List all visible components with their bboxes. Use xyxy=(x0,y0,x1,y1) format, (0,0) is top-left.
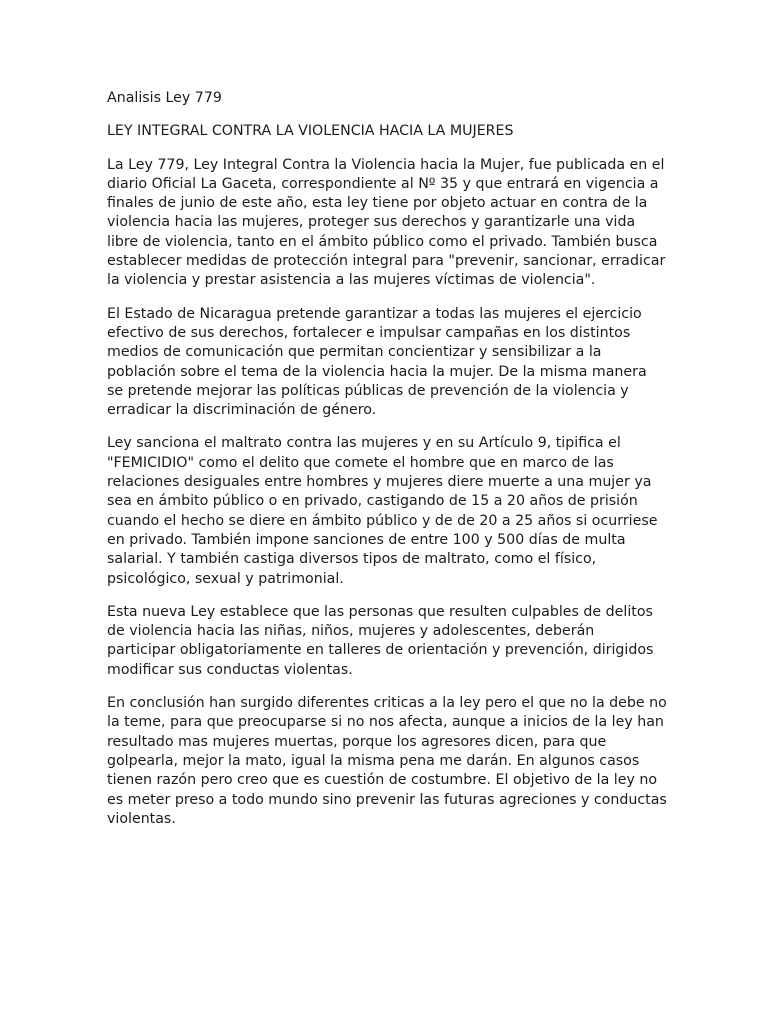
paragraph-femicide: Ley sanciona el maltrato contra las mujeres y en su Artículo 9, tipifica el "FEMICIDIO" como el delito que comete el hombre que en marco de las relaciones desiguales entre hombres y mujeres diere muerte a una mujer ya sea en ámbito público o en privado, castigando de 15 a 20 años de prisión cuando el hecho se diere en ámbito público y de de 20 a 25 años si ocurriese en privado. También impone sanciones de entre 100 y 500 días de multa salarial. Y también castiga diversos tipos de maltrato, como el físico, psicológico, sexual y patrimonial. xyxy=(107,435,658,587)
paragraph-workshops: Esta nueva Ley establece que las personas que resulten culpables de delitos de violencia hacia las niñas, niños, mujeres y adolescentes, deberán participar obligatoriamente en talleres de orientación y prevención, dirigidos modificar sus conductas violentas. xyxy=(107,603,654,678)
document-title: Analisis Ley 779 xyxy=(107,90,222,106)
paragraph-conclusion: En conclusión han surgido diferentes criticas a la ley pero el que no la debe no la teme, para que preocuparse si no nos afecta, aunque a inicios de la ley han resultado mas mujeres muertas, porque los agresores dicen, para que golpearla, mejor la mato, igual la misma pena me darán. En algunos casos tienen razón pero creo que es cuestión de costumbre. El objetivo de la ley no es meter preso a todo mundo sino prevenir las futuras agreciones y conductas violentas. xyxy=(107,695,667,827)
paragraph-intro: La Ley 779, Ley Integral Contra la Violencia hacia la Mujer, fue publicada en el diario Oficial La Gaceta, correspondiente al Nº 35 y que entrará en vigencia a finales de junio de este año, esta ley tiene por objeto actuar en contra de la violencia hacia las mujeres, proteger sus derechos y garantizarle una vida libre de violencia, tanto en el ámbito público como el privado. También busca establecer medidas de protección integral para "prevenir, sancionar, erradicar la violencia y prestar asistencia a las mujeres víctimas de violencia". xyxy=(107,156,666,289)
paragraph-state: El Estado de Nicaragua pretende garantizar a todas las mujeres el ejercicio efectivo de sus derechos, fortalecer e impulsar campañas en los distintos medios de comunicación que permitan concientizar y sensibilizar a la población sobre el tema de la violencia hacia la mujer. De la misma manera se pretende mejorar las políticas públicas de prevención de la violencia y erradicar la discriminación de género. xyxy=(107,305,647,419)
document-page xyxy=(107,89,667,843)
document-heading: LEY INTEGRAL CONTRA LA VIOLENCIA HACIA LA MUJERES xyxy=(107,123,514,140)
